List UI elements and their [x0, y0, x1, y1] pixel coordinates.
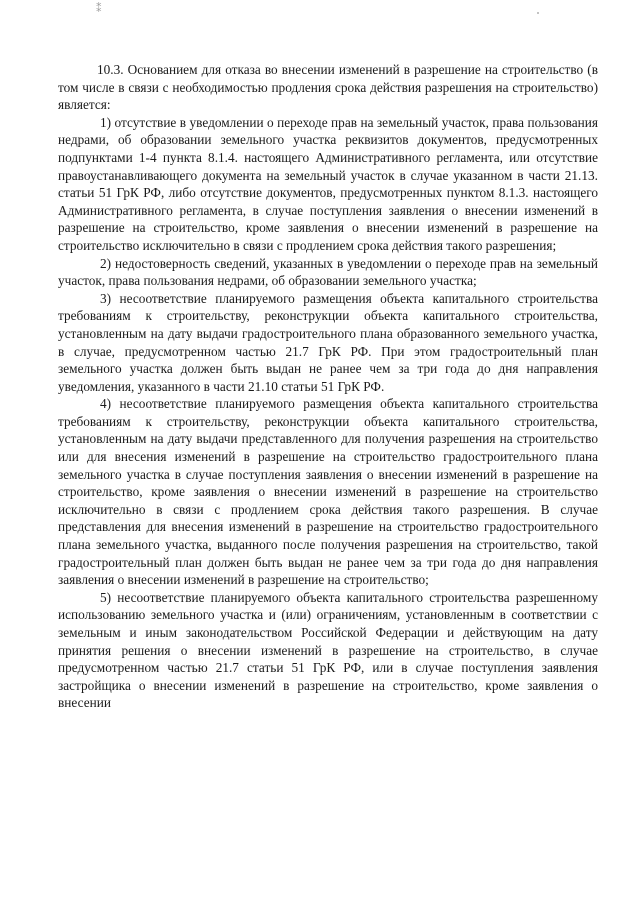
paragraph-item-5: 5) несоответствие планируемого объекта капитального строительства разрешенному использованию земельного участка и (или) ограничениям, установленным в соответствии с земельным и иным законодательством Российской Федерации и действующим на дату принятия решения о внесении изменений в разрешение на строительство, в случае предусмотренном частью 21.7 статьи 51 ГрК РФ, или в случае поступления заявления застройщика о внесении изменений в разрешение на строительство, кроме заявления о внесении [58, 589, 598, 711]
document-body [58, 61, 598, 712]
paragraph-10-3-intro: 10.3. Основанием для отказа во внесении изменений в разрешение на строительство (в том числе в связи с необходимостью продления срока действия разрешения на строительство) является: [58, 62, 598, 113]
scan-artifact-dot [537, 12, 539, 14]
paragraph-item-2: 2) недостоверность сведений, указанных в уведомлении о переходе прав на земельный участок, права пользования недрами, об образовании земельного участка; [58, 255, 598, 289]
paragraph-item-1: 1) отсутствие в уведомлении о переходе прав на земельный участок, права пользования недрами, об образовании земельного участка реквизитов документов, предусмотренных подпунктами 1-4 пункта 8.1.4. настоящего Административного регламента, или отсутствие правоустанавливающего документа на земельный участок в случае указанном в части 21.13. статьи 51 ГрК РФ, либо отсутствие документов, предусмотренных пунктом 8.1.3. настоящего Административного регламента, в случае поступления заявления о внесении изменений в разрешение на строительство, кроме заявления о внесении изменений в разрешение на строительство исключительно в связи с продлением срока действия такого разрешения; [58, 114, 598, 253]
paragraph-item-4: 4) несоответствие планируемого размещения объекта капитального строительства требованиям к строительству, реконструкции объекта капитального строительства, установленным на дату выдачи представленного для получения разрешения на строительство или для внесения изменений в разрешение на строительство градостроительного плана земельного участка в случае поступления заявления о внесении изменений в разрешение на строительство, кроме заявления о внесении изменений в разрешение на строительство исключительно в связи с продлением срока действия такого разрешения. В случае представления для внесения изменений в разрешение на строительство градостроительного плана земельного участка, выданного после получения разрешения на строительство, такой градостроительный план должен быть выдан не ранее чем за три года до дня направления заявления о внесении изменений в разрешение на строительство; [58, 396, 598, 588]
paragraph-item-3: 3) несоответствие планируемого размещения объекта капитального строительства требованиям к строительству, реконструкции объекта капитального строительства, установленным на дату выдачи градостроительного плана образованного земельного участка, в случае, предусмотренном частью 21.7 ГрК РФ. При этом градостроительный план земельного участка должен быть выдан не ранее чем за три года до дня направления уведомления, указанного в части 21.10 статьи 51 ГрК РФ. [58, 290, 598, 394]
scan-artifact-mark: ⁑ [96, 2, 102, 15]
